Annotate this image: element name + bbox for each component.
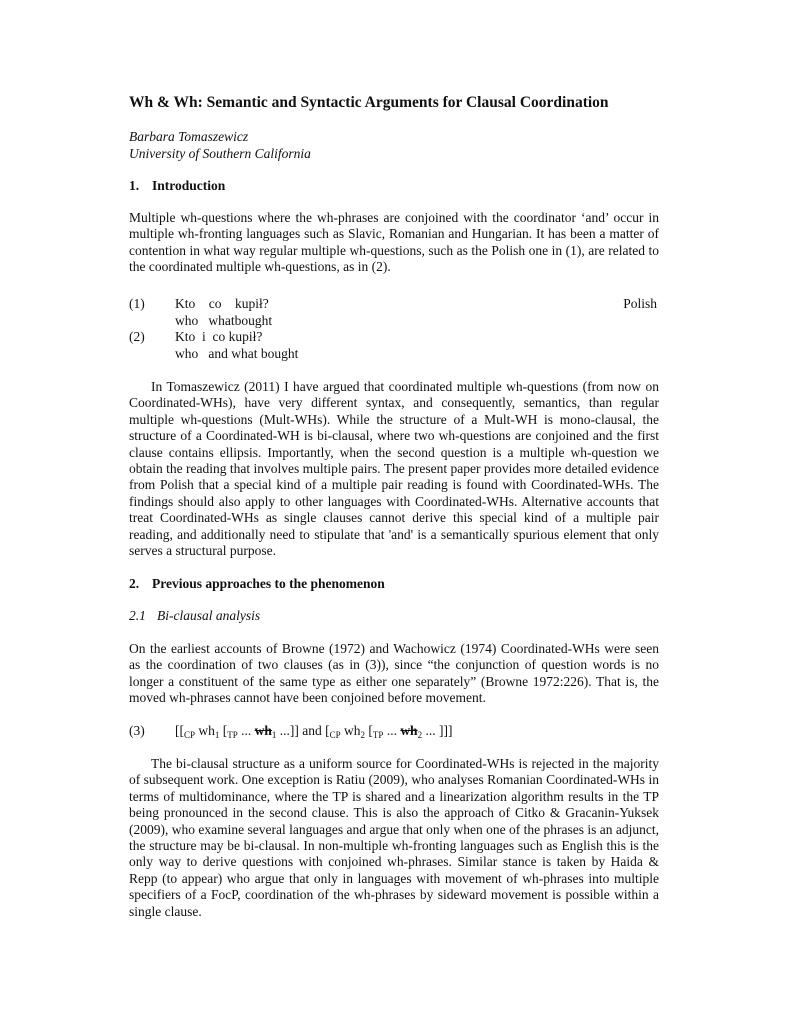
cp-label: CP [184, 730, 196, 740]
example-number: (1) [129, 296, 145, 311]
section-number: 2. [129, 576, 140, 591]
index: 1 [214, 730, 220, 740]
paragraph-earliest-accounts: On the earliest accounts of Browne (1972) and Wachowicz (1974) Coordinated-WHs were seen as the coordination of two clauses (as in (3)), since “the conjunction of question words is no longer a constituent of the same type as either one separately” (Browne 1972:226). That is, the moved wh-phrases cannot have been conjoined before movement. [129, 641, 659, 706]
dots: ... [241, 723, 252, 738]
example-1-line [129, 296, 659, 313]
section-heading-previous-approaches [129, 576, 385, 592]
example-gloss: who and what bought [175, 345, 299, 361]
bracket: [ [222, 723, 228, 738]
example-2-gloss [129, 346, 659, 363]
section-title: Previous approaches to the phenomenon [152, 576, 385, 591]
connector: ...]] and [ [279, 723, 330, 738]
bracket: [[ [175, 723, 184, 738]
examples-1-2 [129, 296, 659, 362]
wh-phrase: wh [198, 723, 215, 738]
example-number: (3) [129, 723, 145, 738]
subsection-heading-biclausal [129, 608, 260, 624]
section-title: Introduction [152, 178, 226, 193]
tp-label: TP [372, 730, 384, 740]
index: 1 [271, 730, 277, 740]
author-affiliation: University of Southern California [129, 146, 311, 161]
wh-trace: wh [254, 723, 272, 738]
paragraph-argument: In Tomaszewicz (2011) I have argued that coordinated multiple wh-questions (from now on Coordinated-WHs), have very different syntax, and consequently, semantics, than regular multiple wh-questions (Mult-WHs). While the structure of a Mult-WH is mono-clausal, the structure of a Coordinated-WH is bi-clausal, where two wh-questions are conjoined and the first clause contains ellipsis. Importantly, when the second question is a multiple wh-question we obtain the reading that involves multiple pairs. The present paper provides more detailed evidence from Polish that a special kind of a multiple pair reading is found with Coordinated-WHs. The findings should also apply to other languages with Coordinated-WHs. Alternative accounts that treat Coordinated-WHs as single clauses cannot derive this special kind of a multiple pair reading, and additionally need to stipulate that 'and' is a semantically spurious element that only serves a structural purpose. [129, 379, 659, 559]
closing-brackets: ... ]]] [425, 723, 453, 738]
subsection-title: Bi-clausal analysis [157, 608, 261, 623]
example-2-line [129, 329, 659, 346]
paragraph-intro: Multiple wh-questions where the wh-phrases are conjoined with the coordinator ‘and’ occur in multiple wh-fronting languages such as Slavic, Romanian and Hungarian. It has been a matter of contention in what way regular multiple wh-questions, such as the Polish one in (1), are related to the coordinated multiple wh-questions, as in (2). [129, 210, 659, 275]
paragraph-subsequent-work: The bi-clausal structure as a uniform source for Coordinated-WHs is rejected in the majority of subsequent work. One exception is Ratiu (2009), who analyses Romanian Coordinated-WHs in terms of multidominance, where the TP is shared and a linearization algorithm results in the TP being pronounced in the second clause. This is also the approach of Citko & Gracanin-Yuksek (2009), who examine several languages and argue that only when one of the phrases is an adjunct, the structure may be bi-clausal. In non-multiple wh-fronting languages such as English this is the only way to derive questions with conjoined wh-phrases. Similar stance is taken by Haida & Repp (to appear) who argue that only in languages with movement of wh-phrases into multiple specifiers of a FocP, coordination of the wh-phrases by sideward movement is possible within a single clause. [129, 756, 659, 919]
subsection-number: 2.1 [129, 608, 146, 623]
cp-label: CP [329, 730, 341, 740]
example-language: Polish [623, 296, 657, 311]
author-name: Barbara Tomaszewicz [129, 129, 249, 144]
dots: ... [386, 723, 397, 738]
example-number: (2) [129, 329, 145, 345]
wh-trace: wh [400, 723, 418, 738]
index: 2 [417, 730, 423, 740]
section-heading-introduction [129, 178, 225, 194]
wh-phrase: wh [344, 723, 361, 738]
index: 2 [360, 730, 366, 740]
bracket: [ [368, 723, 373, 738]
example-3-formula [175, 723, 452, 739]
section-number: 1. [129, 178, 140, 193]
paper-title: Wh & Wh: Semantic and Syntactic Arguments for Clausal Coordination [129, 94, 609, 111]
example-1-gloss [129, 313, 659, 330]
example-sentence: Kto i co kupił? [175, 329, 263, 345]
example-gloss: who whatbought [175, 312, 273, 328]
example-sentence: Kto co kupił? [175, 296, 269, 311]
tp-label: TP [227, 730, 238, 740]
